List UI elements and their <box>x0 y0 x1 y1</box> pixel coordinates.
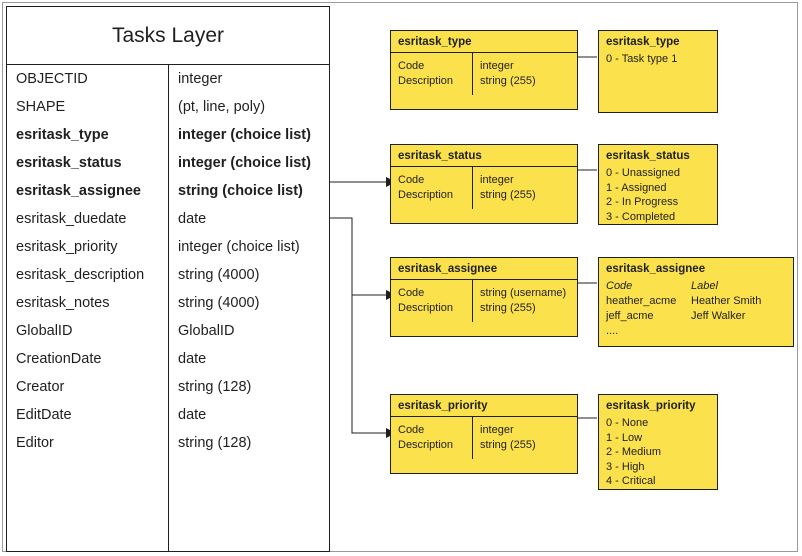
schema-field-type: string (username) <box>480 287 567 299</box>
list-item: 0 - Unassigned <box>606 167 680 179</box>
schema-box-esritask-priority <box>390 394 578 474</box>
list-item: 3 - High <box>606 460 645 473</box>
field-name: GlobalID <box>16 323 73 339</box>
field-name: esritask_status <box>16 155 122 171</box>
cell-label: Jeff Walker <box>691 310 746 322</box>
schema-box-esritask-status <box>390 144 578 224</box>
schema-box-left-column <box>391 280 473 322</box>
schema-box-title: esritask_priority <box>391 395 577 417</box>
column-header-code: Code <box>606 280 633 292</box>
field-name: EditDate <box>16 407 72 423</box>
cell-label <box>691 324 791 339</box>
cell-code: jeff_acme <box>606 310 654 322</box>
field-name: esritask_description <box>16 267 145 283</box>
field-type: (pt, line, poly) <box>178 99 266 115</box>
field-type: integer <box>178 71 223 87</box>
value-box-title: esritask_type <box>606 36 680 48</box>
value-box-table <box>599 279 793 345</box>
schema-box-esritask-type <box>390 30 578 110</box>
schema-field-label: Description <box>398 75 454 87</box>
schema-field-label: Code <box>398 60 425 72</box>
value-box-esritask-priority <box>598 394 718 490</box>
schema-field-label: Code <box>398 424 425 436</box>
value-box-esritask-assignee <box>598 257 794 347</box>
list-item: 4 - Critical <box>606 475 656 487</box>
value-box-esritask-type <box>598 30 718 113</box>
schema-field-type: string (255) <box>480 189 536 201</box>
schema-box-title: esritask_status <box>391 145 577 167</box>
field-type: date <box>178 407 207 423</box>
list-item: 0 - None <box>606 417 649 429</box>
field-type: GlobalID <box>178 323 235 339</box>
field-name: Editor <box>16 435 54 451</box>
field-name: esritask_priority <box>16 239 118 255</box>
field-name: Creator <box>16 379 65 395</box>
schema-field-label: Description <box>398 439 454 451</box>
page-title: Tasks Layer <box>7 7 329 65</box>
value-box-title: esritask_assignee <box>606 263 706 275</box>
column-header-label: Label <box>691 280 718 292</box>
value-box-esritask-status <box>598 144 718 225</box>
schema-box-left-column <box>391 167 473 209</box>
cell-code: heather_acme <box>606 295 677 307</box>
schema-box-body <box>391 280 577 322</box>
schema-box-left-column <box>391 53 473 95</box>
column-divider <box>168 65 169 552</box>
schema-box-right-column <box>473 167 536 209</box>
field-type: string (4000) <box>178 267 260 283</box>
schema-field-label: Description <box>398 189 454 201</box>
list-item: 1 - Assigned <box>606 181 667 194</box>
value-box-list <box>599 52 717 73</box>
schema-field-type: string (255) <box>480 439 536 451</box>
field-name: esritask_notes <box>16 295 110 311</box>
list-item: 3 - Completed <box>606 210 676 223</box>
schema-box-left-column <box>391 417 473 459</box>
layer-field-list <box>7 65 329 552</box>
value-box-list <box>599 166 717 230</box>
field-type: string (choice list) <box>178 183 303 199</box>
field-type: integer (choice list) <box>178 239 300 255</box>
value-box-title: esritask_priority <box>606 400 696 412</box>
table-header-row <box>606 279 793 294</box>
schema-box-body <box>391 53 577 95</box>
schema-box-body <box>391 167 577 209</box>
list-item: 1 - Low <box>606 431 643 444</box>
table-row <box>606 324 793 339</box>
field-type: date <box>178 211 207 227</box>
field-type: string (4000) <box>178 295 260 311</box>
schema-field-label: Code <box>398 287 425 299</box>
field-name: CreationDate <box>16 351 102 367</box>
field-name: SHAPE <box>16 99 66 115</box>
field-name: OBJECTID <box>16 71 88 87</box>
schema-box-right-column <box>473 417 536 459</box>
field-type: date <box>178 351 207 367</box>
cell-code: .... <box>606 325 619 337</box>
schema-box-title: esritask_assignee <box>391 258 577 280</box>
schema-field-type: integer <box>480 424 514 436</box>
value-box-list <box>599 416 717 495</box>
list-item: 2 - Medium <box>606 446 662 458</box>
value-box-title: esritask_status <box>606 150 690 162</box>
field-name: esritask_duedate <box>16 211 127 227</box>
schema-field-label: Code <box>398 174 425 186</box>
field-name: esritask_assignee <box>16 183 141 199</box>
table-row <box>606 294 793 309</box>
field-type: integer (choice list) <box>178 127 311 143</box>
schema-field-type: string (255) <box>480 302 536 314</box>
field-type: integer (choice list) <box>178 155 311 171</box>
field-type: string (128) <box>178 435 252 451</box>
schema-field-type: string (255) <box>480 75 536 87</box>
tasks-layer-table <box>6 6 330 552</box>
schema-field-type: integer <box>480 60 514 72</box>
schema-box-body <box>391 417 577 459</box>
schema-field-label: Description <box>398 302 454 314</box>
schema-box-right-column <box>473 53 536 95</box>
cell-label: Heather Smith <box>691 295 762 307</box>
schema-box-title: esritask_type <box>391 31 577 53</box>
schema-box-esritask-assignee <box>390 257 578 337</box>
field-type: string (128) <box>178 379 252 395</box>
table-row <box>606 309 793 324</box>
schema-box-right-column <box>473 280 566 322</box>
field-name: esritask_type <box>16 127 109 143</box>
list-item: 0 - Task type 1 <box>606 53 678 65</box>
list-item: 2 - In Progress <box>606 196 679 208</box>
schema-field-type: integer <box>480 174 514 186</box>
